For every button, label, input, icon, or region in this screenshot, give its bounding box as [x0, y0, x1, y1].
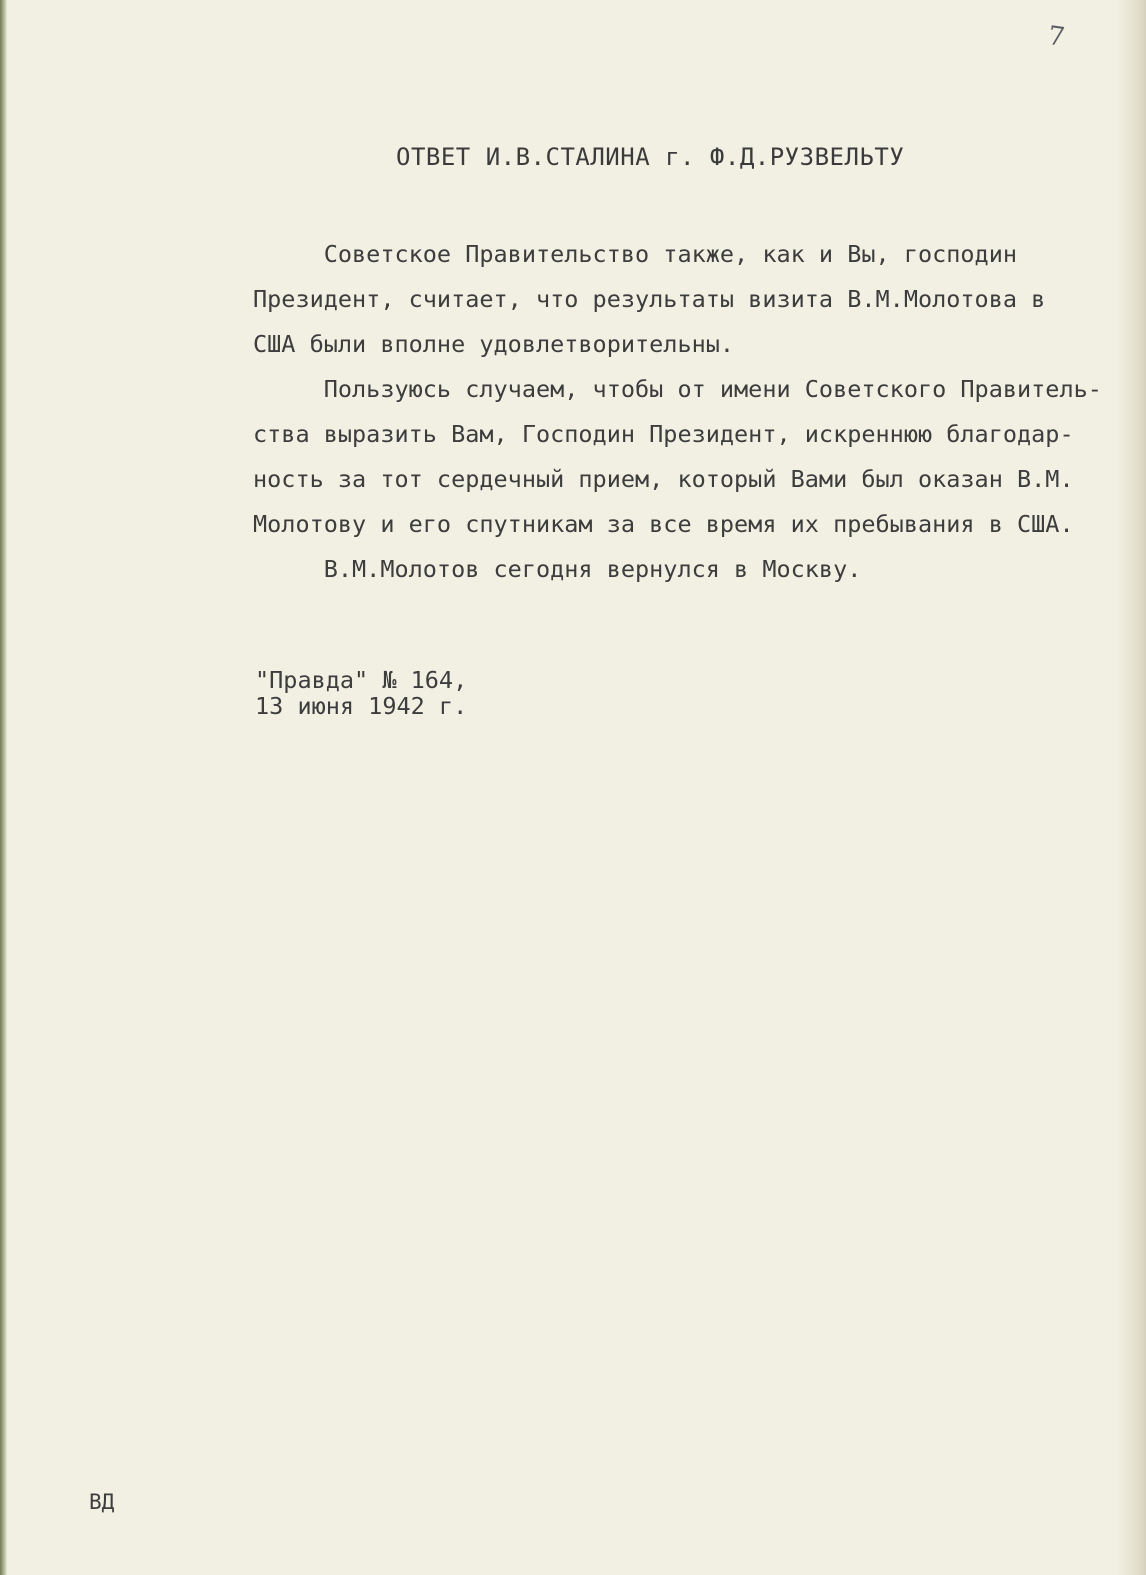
- typist-initials: ВД: [89, 1490, 115, 1514]
- body-line: Советское Правительство также, как и Вы, господин: [253, 240, 1018, 268]
- source-line: 13 июня 1942 г.: [255, 692, 468, 720]
- body-line: Президент, считает, что результаты визита В.М.Молотова в: [253, 285, 1046, 313]
- body-line: Пользуюсь случаем, чтобы от имени Советского Правитель-: [253, 375, 1102, 403]
- handwritten-page-number: 7: [1045, 20, 1067, 54]
- page-left-edge: [0, 0, 7, 1575]
- source-line: "Правда" № 164,: [255, 666, 468, 694]
- source-citation: [255, 667, 467, 719]
- body-line: ность за тот сердечный прием, который Вами был оказан В.М.: [253, 465, 1074, 493]
- document-title: ОТВЕТ И.В.СТАЛИНА г. Ф.Д.РУЗВЕЛЬТУ: [396, 143, 905, 171]
- body-line: В.М.Молотов сегодня вернулся в Москву.: [253, 555, 862, 583]
- body-line: Молотову и его спутникам за все время их пребывания в США.: [253, 510, 1074, 538]
- body-line: США были вполне удовлетворительны.: [253, 330, 735, 358]
- body-line: ства выразить Вам, Господин Президент, искреннюю благодар-: [253, 420, 1074, 448]
- letter-body: [253, 232, 1123, 592]
